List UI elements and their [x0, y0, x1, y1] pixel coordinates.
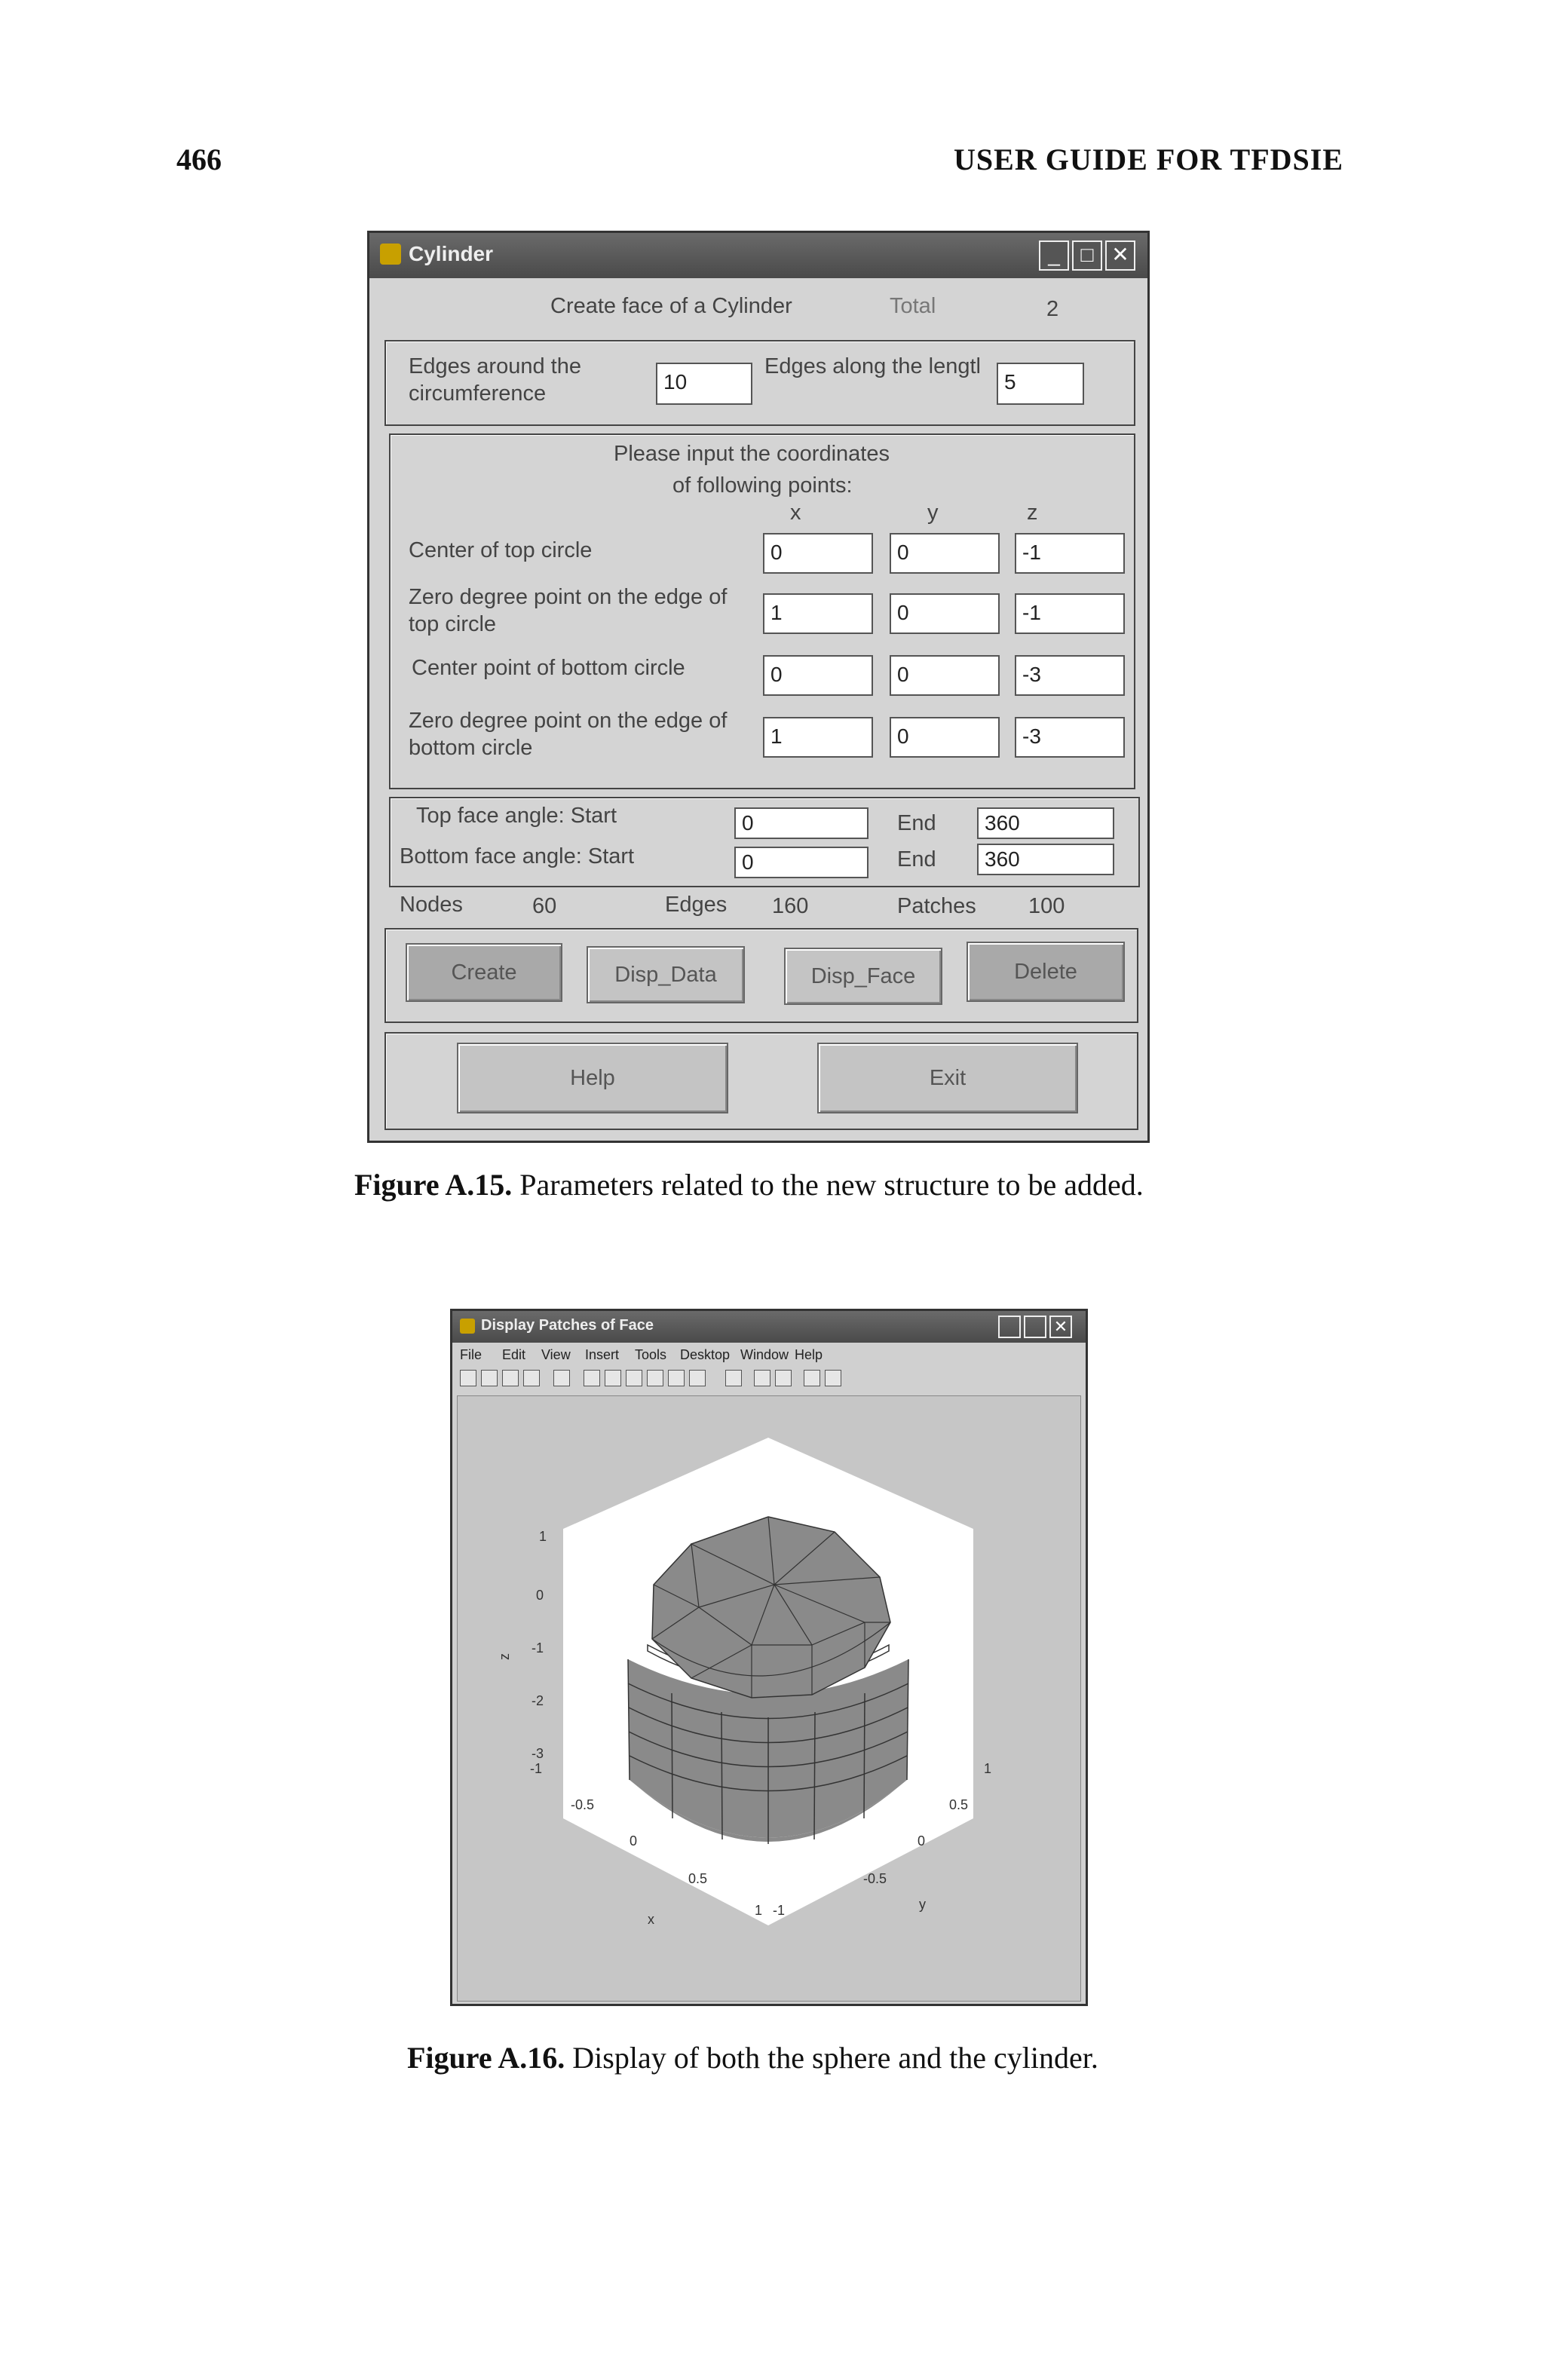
coord-z-input[interactable]: -3 [1015, 655, 1125, 696]
z-tick: -1 [532, 1640, 544, 1656]
coord-x-input[interactable]: 1 [763, 593, 873, 634]
coord-z-input[interactable]: -1 [1015, 593, 1125, 634]
menu-edit[interactable]: Edit [502, 1347, 526, 1362]
coord-y-input[interactable]: 0 [890, 533, 1000, 574]
top-angle-end-label: End [897, 811, 936, 835]
menu-file[interactable]: File [460, 1347, 482, 1362]
row-label: Center point of bottom circle [412, 656, 685, 680]
z-tick: -2 [532, 1693, 544, 1708]
save-icon[interactable] [502, 1370, 519, 1386]
exit-button[interactable]: Exit [817, 1043, 1078, 1113]
row-label: Zero degree point on the edge of [409, 585, 728, 609]
maximize-icon[interactable]: □ [1072, 240, 1102, 271]
dialog-heading: Create face of a Cylinder [550, 294, 792, 318]
top-angle-label: Top face angle: Start [416, 804, 617, 828]
hide-tools-icon[interactable] [804, 1370, 820, 1386]
minimize-icon[interactable]: _ [1039, 240, 1069, 271]
create-button[interactable]: Create [406, 943, 562, 1002]
app-icon [380, 244, 401, 265]
running-head: USER GUIDE FOR TFDSIE [954, 142, 1344, 176]
y-tick: 0.5 [949, 1797, 969, 1812]
column-z: z [1027, 501, 1038, 525]
edges-length-label: Edges along the lengtl [764, 354, 981, 378]
row-label-2: bottom circle [409, 736, 533, 760]
figure-label: Figure A.15. [354, 1168, 513, 1202]
row-label-2: top circle [409, 612, 497, 636]
edges-circumference-label-2: circumference [409, 381, 547, 406]
zoom-out-icon[interactable] [605, 1370, 621, 1386]
x-tick: 0 [630, 1833, 638, 1849]
z-axis-label: z [497, 1653, 512, 1660]
coord-x-input[interactable]: 0 [763, 655, 873, 696]
help-button[interactable]: Help [457, 1043, 728, 1113]
total-label: Total [890, 294, 936, 318]
coord-x-input[interactable]: 0 [763, 533, 873, 574]
patches-label: Patches [897, 894, 976, 918]
x-tick: 0.5 [688, 1871, 708, 1886]
z-tick: 1 [539, 1529, 547, 1544]
3d-plot [458, 1396, 1080, 2001]
pan-icon[interactable] [626, 1370, 642, 1386]
figure-caption [407, 2040, 1098, 2075]
edges-circumference-input[interactable]: 10 [656, 363, 752, 405]
edges-count-value: 160 [772, 894, 809, 918]
total-value: 2 [1046, 297, 1059, 321]
maximize-icon[interactable] [1024, 1316, 1046, 1338]
zoom-in-icon[interactable] [584, 1370, 600, 1386]
bottom-angle-start-input[interactable]: 0 [734, 847, 868, 878]
y-tick: -0.5 [863, 1871, 887, 1886]
figure-caption-text: Display of both the sphere and the cylinder. [572, 2041, 1098, 2075]
nodes-value: 60 [532, 894, 557, 918]
minimize-icon[interactable] [998, 1316, 1021, 1338]
z-tick: 0 [536, 1588, 544, 1603]
new-figure-icon[interactable] [460, 1370, 476, 1386]
nodes-label: Nodes [400, 893, 463, 917]
bottom-angle-end-input[interactable]: 360 [977, 844, 1114, 875]
coord-y-input[interactable]: 0 [890, 655, 1000, 696]
instructions-line-2: of following points: [672, 473, 853, 498]
cylinder-window [367, 231, 1150, 1143]
y-tick: 1 [984, 1761, 992, 1776]
title-bar[interactable] [369, 233, 1147, 278]
edges-count-label: Edges [665, 893, 728, 917]
window-title: Display Patches of Face [481, 1317, 654, 1334]
y-axis-label: y [919, 1897, 926, 1912]
menu-window[interactable]: Window [740, 1347, 789, 1362]
figure-label: Figure A.16. [407, 2041, 565, 2075]
column-y: y [927, 501, 939, 525]
edges-length-input[interactable]: 5 [997, 363, 1084, 405]
data-cursor-icon[interactable] [668, 1370, 685, 1386]
coord-z-input[interactable]: -3 [1015, 717, 1125, 758]
menu-help[interactable]: Help [795, 1347, 823, 1362]
close-icon[interactable]: ✕ [1049, 1316, 1072, 1338]
rotate-3d-icon[interactable] [647, 1370, 663, 1386]
column-x: x [790, 501, 801, 525]
menu-insert[interactable]: Insert [585, 1347, 620, 1362]
figure-caption-text: Parameters related to the new structure to be added. [519, 1168, 1144, 1202]
coord-y-input[interactable]: 0 [890, 593, 1000, 634]
show-tools-icon[interactable] [825, 1370, 841, 1386]
open-icon[interactable] [481, 1370, 498, 1386]
bottom-angle-label: Bottom face angle: Start [400, 844, 635, 868]
disp-face-button[interactable]: Disp_Face [784, 948, 942, 1005]
x-tick: -0.5 [571, 1797, 595, 1812]
colorbar-icon[interactable] [754, 1370, 770, 1386]
disp-data-button[interactable]: Disp_Data [587, 946, 745, 1003]
coord-z-input[interactable]: -1 [1015, 533, 1125, 574]
x-axis-label: x [648, 1912, 654, 1927]
menu-view[interactable]: View [541, 1347, 571, 1362]
legend-icon[interactable] [775, 1370, 792, 1386]
plot-area[interactable] [457, 1395, 1081, 2002]
row-label: Center of top circle [409, 538, 593, 562]
z-tick: -3 [532, 1746, 544, 1761]
coord-y-input[interactable]: 0 [890, 717, 1000, 758]
display-window [450, 1309, 1088, 2006]
instructions-line-1: Please input the coordinates [614, 442, 890, 466]
y-tick: -1 [773, 1903, 786, 1918]
page-number: 466 [176, 142, 222, 176]
x-tick: -1 [530, 1761, 543, 1776]
close-icon[interactable]: ✕ [1105, 240, 1135, 271]
title-bar[interactable] [452, 1311, 1086, 1343]
menu-tools[interactable]: Tools [635, 1347, 667, 1362]
print-icon[interactable] [523, 1370, 540, 1386]
y-tick: 0 [918, 1833, 926, 1849]
top-angle-end-input[interactable]: 360 [977, 807, 1114, 839]
top-angle-start-input[interactable]: 0 [734, 807, 868, 839]
coord-x-input[interactable]: 1 [763, 717, 873, 758]
link-plot-icon[interactable] [725, 1370, 742, 1386]
brush-icon[interactable] [689, 1370, 706, 1386]
bottom-angle-end-label: End [897, 847, 936, 871]
menu-desktop[interactable]: Desktop [680, 1347, 731, 1362]
pointer-icon[interactable] [553, 1370, 570, 1386]
patches-value: 100 [1028, 894, 1065, 918]
row-label: Zero degree point on the edge of [409, 709, 728, 733]
window-title: Cylinder [409, 242, 494, 265]
delete-button[interactable]: Delete [967, 942, 1125, 1002]
x-tick: 1 [755, 1903, 763, 1918]
figure-caption [354, 1167, 1144, 1202]
app-icon [460, 1319, 475, 1334]
edges-circumference-label: Edges around the [409, 354, 581, 378]
